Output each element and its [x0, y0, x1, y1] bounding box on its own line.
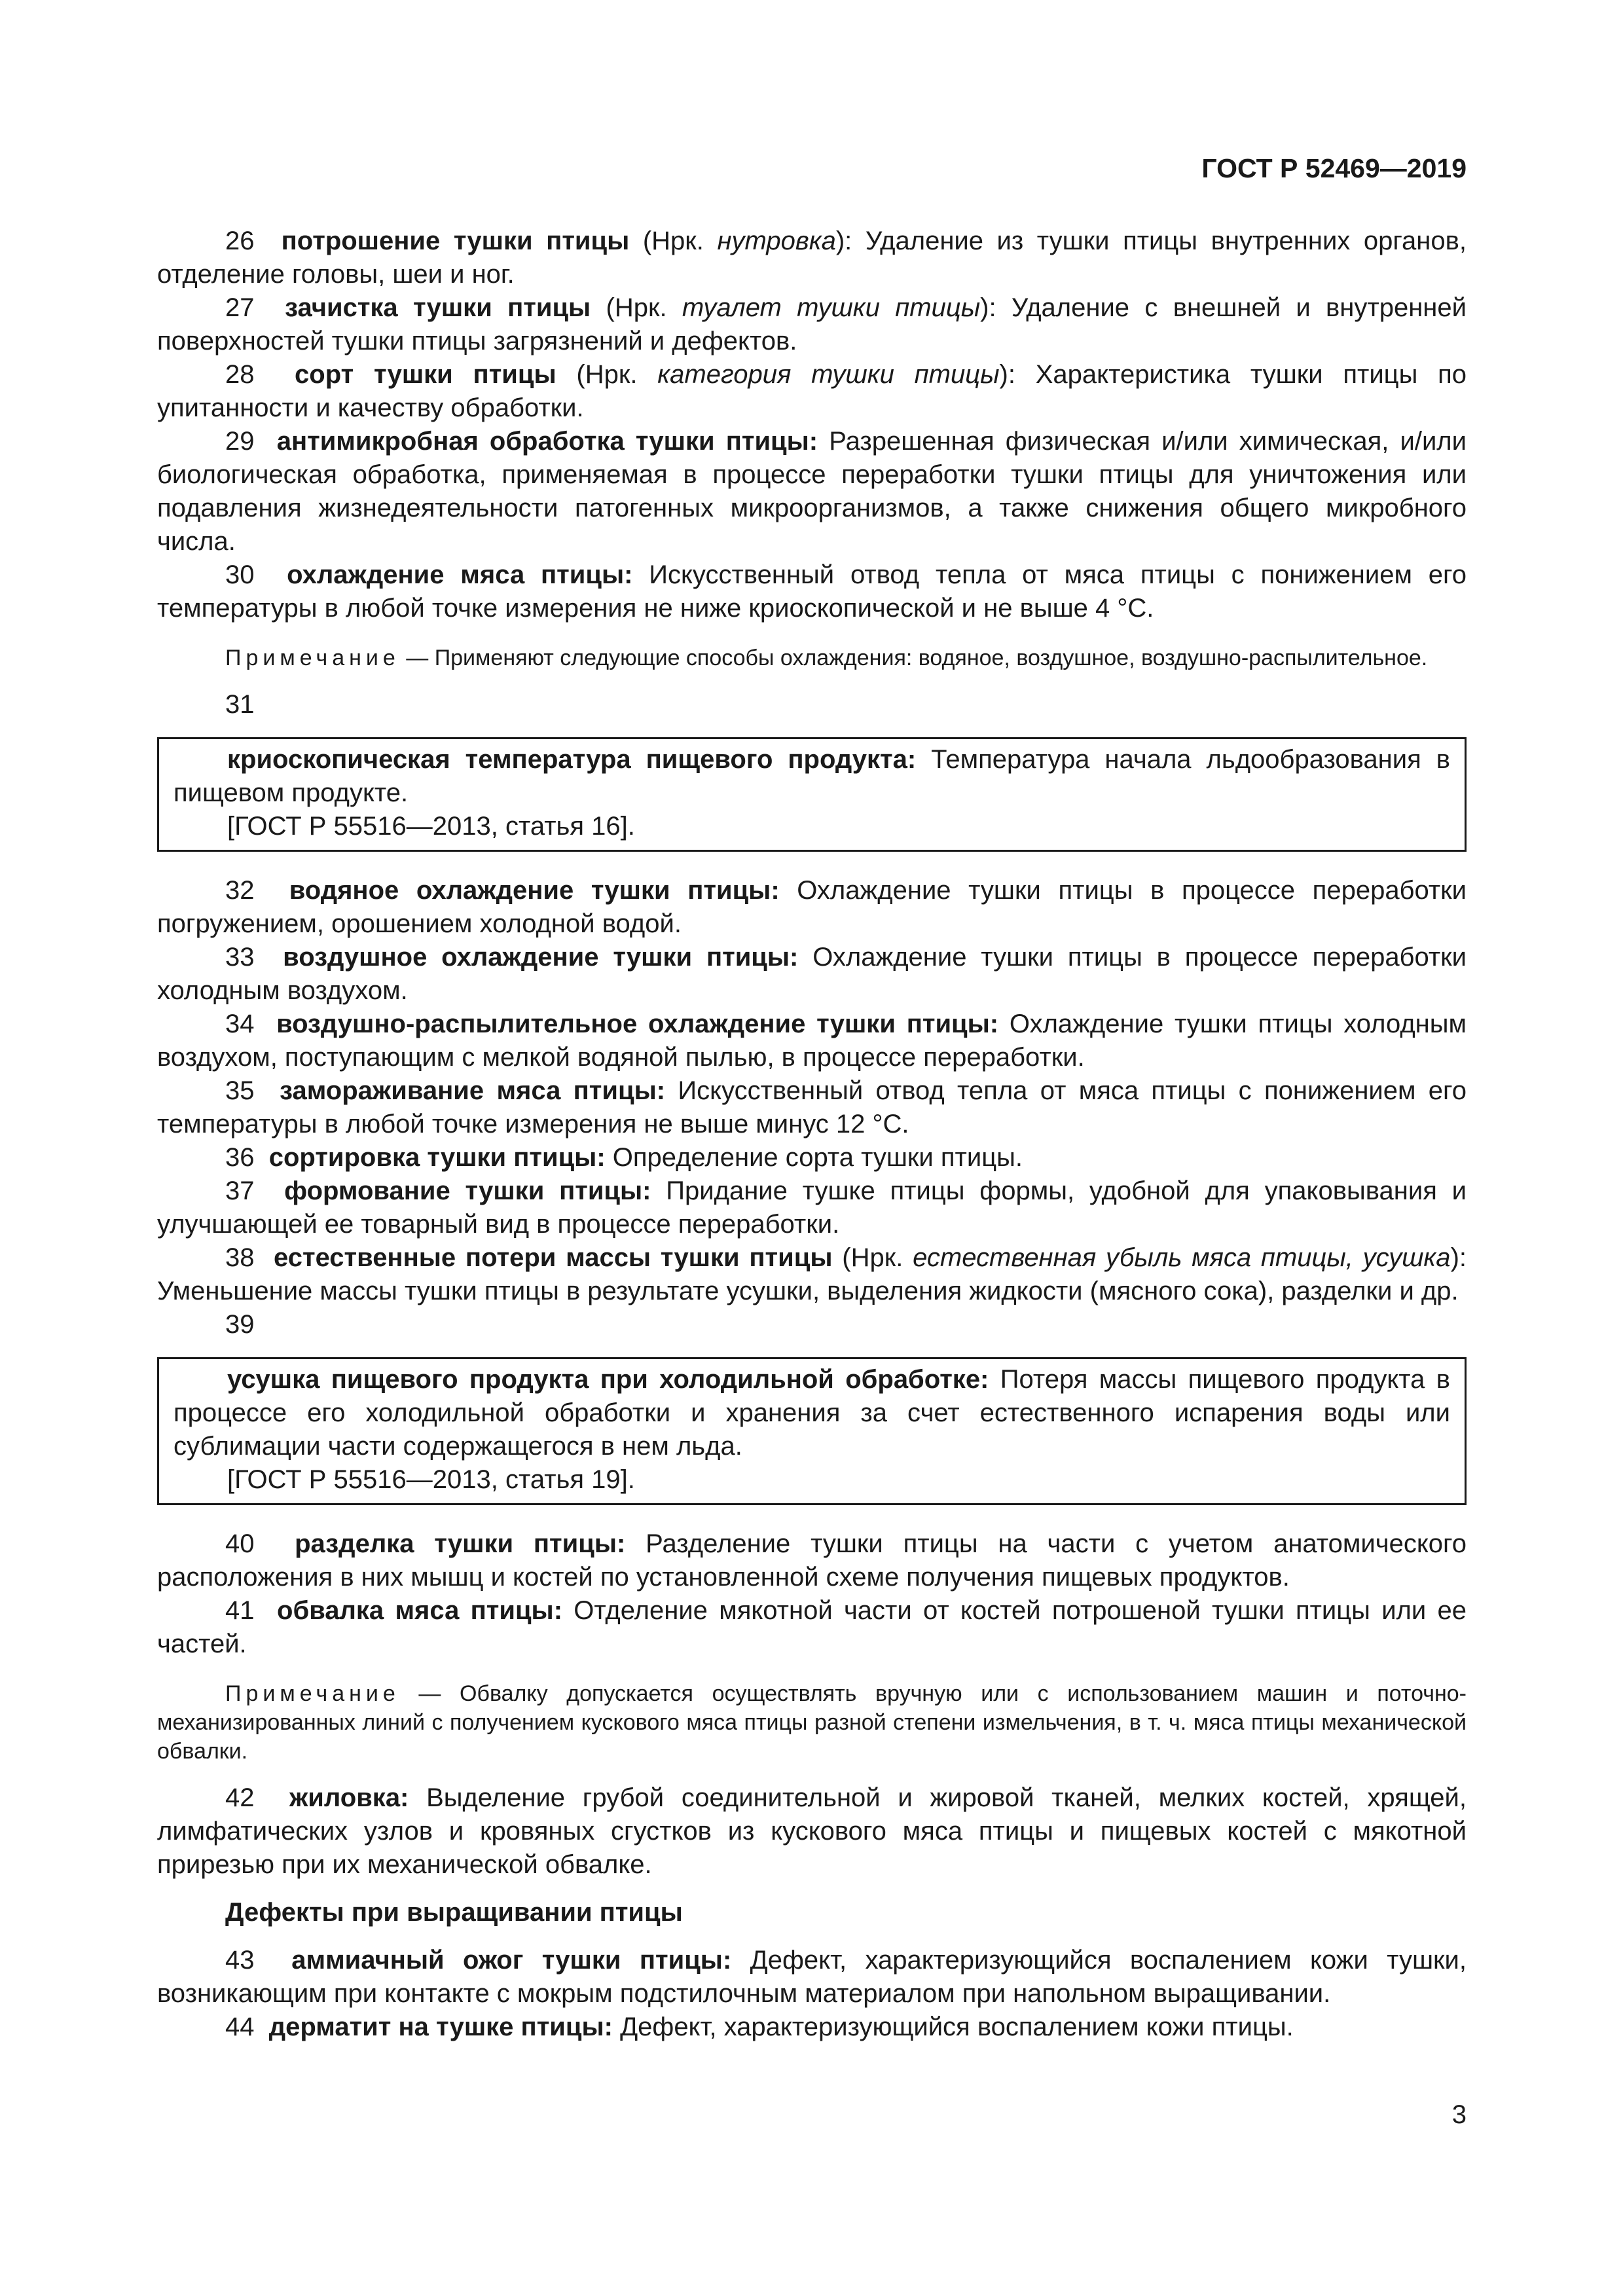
term-definition: Охлаждение тушки птицы холодным воздухом, поступающим с мелкой водяной пылью, в процессе переработки.: [157, 1010, 1467, 1072]
term-definition: Охлаждение тушки птицы в процессе переработки погружением, орошением холодной водой.: [157, 876, 1467, 938]
term-entry-33: [157, 941, 1467, 1008]
term-number: 41: [225, 1596, 255, 1625]
box-text: Температура начала льдообразования в пищевом продукте.: [173, 745, 1450, 807]
note-text: — Обвалку допускается осуществлять вручную или с использованием машин и поточно-механизированных линий с получением кускового мяса птицы разной степени измельчения, в т. ч. мяса птицы механической обвалки.: [157, 1681, 1467, 1764]
term-number: 32: [225, 876, 255, 905]
term-number: 38: [225, 1243, 255, 1272]
term-definition-rest: ): Характеристика тушки птицы по упитанности и качеству обработки.: [157, 360, 1467, 422]
note-cooling-methods: [157, 644, 1467, 672]
term-name: жиловка:: [289, 1783, 409, 1812]
terms-group-e: [157, 1944, 1467, 2044]
term-number: 34: [225, 1010, 255, 1038]
term-definition: Дефект, характеризующийся воспалением кожи тушки, возникающим при контакте с мокрым подстилочным материалом при напольном выращивании.: [157, 1946, 1467, 2008]
term-definition: (Нрк.: [629, 227, 718, 255]
term-definition-rest: ): Удаление с внешней и внутренней поверхностей тушки птицы загрязнений и дефектов.: [157, 293, 1467, 355]
term-definition: (Нрк.: [832, 1243, 913, 1272]
term-name: зачистка тушки птицы: [285, 293, 591, 322]
term-entry-32: [157, 874, 1467, 941]
document-code: ГОСТ Р 52469—2019: [1201, 153, 1467, 183]
term-number: 26: [225, 227, 255, 255]
box-source: [ГОСТ Р 55516—2013, статья 16].: [227, 812, 635, 841]
term-entry-44: [157, 2011, 1467, 2044]
term-number: 43: [225, 1946, 255, 1975]
term-name: сортировка тушки птицы:: [268, 1143, 606, 1172]
term-number-39: 39: [225, 1310, 255, 1339]
terms-group-a: [157, 225, 1467, 625]
term-entry-37: [157, 1175, 1467, 1241]
term-entry-34: [157, 1008, 1467, 1074]
term-entry-27: [157, 291, 1467, 358]
note-label: Примечание: [225, 646, 400, 670]
term-definition: Искусственный отвод тепла от мяса птицы с понижением его температуры в любой точке измерения не ниже криоскопической и не выше 4 °С.: [157, 560, 1467, 623]
term-name: водяное охлаждение тушки птицы:: [289, 876, 780, 905]
term-number: 35: [225, 1076, 255, 1105]
term-deprecated-alt: туалет тушки птицы: [682, 293, 981, 322]
term-deprecated-alt: нутровка: [717, 227, 836, 255]
box-definition: [173, 1363, 1450, 1463]
term-entry-43: [157, 1944, 1467, 2011]
term-definition-rest: ): Уменьшение массы тушки птицы в результате усушки, выделения жидкости (мясного сока), разделки и др.: [157, 1243, 1467, 1305]
term-name: дерматит на тушке птицы:: [268, 2013, 613, 2041]
reference-box-cryoscopic: [157, 737, 1467, 852]
term-number: 29: [225, 427, 255, 456]
term-definition: Разделение тушки птицы на части с учетом анатомического расположения в них мышц и костей по установленной схеме получения пищевых продуктов.: [157, 1529, 1467, 1592]
term-definition: (Нрк.: [556, 360, 658, 389]
note-text: — Применяют следующие способы охлаждения: водяное, воздушное, воздушно-распылительное.: [399, 646, 1428, 670]
term-definition: Разрешенная физическая и/или химическая, и/или биологическая обработка, применяемая в процессе переработки тушки птицы для уничтожения или подавления жизнедеятельности патогенных микроорганизмов, а также снижения общего микробного числа.: [157, 427, 1467, 556]
term-name: замораживание мяса птицы:: [280, 1076, 666, 1105]
term-number: 37: [225, 1176, 255, 1205]
term-definition: Охлаждение тушки птицы в процессе переработки холодным воздухом.: [157, 943, 1467, 1005]
term-name: охлаждение мяса птицы:: [287, 560, 633, 589]
term-name: обвалка мяса птицы:: [277, 1596, 563, 1625]
term-deprecated-alt: естественная убыль мяса птицы, усушка: [913, 1243, 1451, 1272]
term-number: 30: [225, 560, 255, 589]
term-entry-29: [157, 425, 1467, 558]
term-entry-28: [157, 358, 1467, 425]
term-name: естественные потери массы тушки птицы: [274, 1243, 833, 1272]
term-definition: Определение сорта тушки птицы.: [605, 1143, 1023, 1172]
term-entry-35: [157, 1074, 1467, 1141]
box-source: [ГОСТ Р 55516—2013, статья 19].: [227, 1465, 635, 1494]
terms-group-c: [157, 1527, 1467, 1661]
box-definition: [173, 743, 1450, 810]
term-entry-42: [157, 1781, 1467, 1882]
page-number: 3: [1451, 2100, 1467, 2129]
reference-box-shrinkage: [157, 1357, 1467, 1505]
term-name: разделка тушки птицы:: [295, 1529, 626, 1558]
term-entry-26: [157, 225, 1467, 291]
term-number: 36: [225, 1143, 255, 1172]
document-page: [157, 0, 1467, 2296]
box-term: усушка пищевого продукта при холодильной обработке:: [227, 1365, 989, 1394]
term-entry-30: [157, 558, 1467, 625]
box-text: Потеря массы пищевого продукта в процессе его холодильной обработки и хранения за счет естественного испарения воды или сублимации части содержащегося в нем льда.: [173, 1365, 1450, 1461]
term-number-31: 31: [225, 690, 255, 719]
term-number: 40: [225, 1529, 255, 1558]
note-deboning: [157, 1679, 1467, 1766]
term-number: 27: [225, 293, 255, 322]
term-entry-41: [157, 1594, 1467, 1661]
term-definition: Отделение мякотной части от костей потрошеной тушки птицы или ее частей.: [157, 1596, 1467, 1658]
term-name: потрошение тушки птицы: [281, 227, 630, 255]
term-name: воздушно-распылительное охлаждение тушки птицы:: [276, 1010, 999, 1038]
document-body: [157, 225, 1467, 2044]
term-entry-36: [157, 1141, 1467, 1175]
term-number: 28: [225, 360, 255, 389]
term-definition: Выделение грубой соединительной и жировой тканей, мелких костей, хрящей, лимфатических узлов и кровяных сгустков из кускового мяса птицы и пищевых костей с мякотной прирезью при их механической обвалке.: [157, 1783, 1467, 1879]
terms-group-b: [157, 874, 1467, 1308]
term-number: 33: [225, 943, 255, 972]
note-label: Примечание: [225, 1681, 400, 1706]
term-name: аммиачный ожог тушки птицы:: [291, 1946, 732, 1975]
term-entry-38: [157, 1241, 1467, 1308]
term-name: формование тушки птицы:: [284, 1176, 651, 1205]
term-name: антимикробная обработка тушки птицы:: [276, 427, 818, 456]
term-name: воздушное охлаждение тушки птицы:: [283, 943, 799, 972]
box-term: криоскопическая температура пищевого продукта:: [227, 745, 917, 774]
term-name: сорт тушки птицы: [295, 360, 556, 389]
term-definition: Придание тушке птицы формы, удобной для упаковывания и улучшающей ее товарный вид в процессе переработки.: [157, 1176, 1467, 1239]
term-number: 42: [225, 1783, 255, 1812]
section-title: Дефекты при выращивании птицы: [225, 1898, 683, 1927]
term-deprecated-alt: категория тушки птицы: [657, 360, 1000, 389]
term-entry-40: [157, 1527, 1467, 1594]
term-definition: Искусственный отвод тепла от мяса птицы с понижением его температуры в любой точке измерения не выше минус 12 °С.: [157, 1076, 1467, 1139]
term-number: 44: [225, 2013, 255, 2041]
term-definition: Дефект, характеризующийся воспалением кожи птицы.: [612, 2013, 1294, 2041]
terms-group-d: [157, 1781, 1467, 1882]
term-definition-rest: ): Удаление из тушки птицы внутренних органов, отделение головы, шеи и ног.: [157, 227, 1467, 289]
term-definition: (Нрк.: [591, 293, 682, 322]
